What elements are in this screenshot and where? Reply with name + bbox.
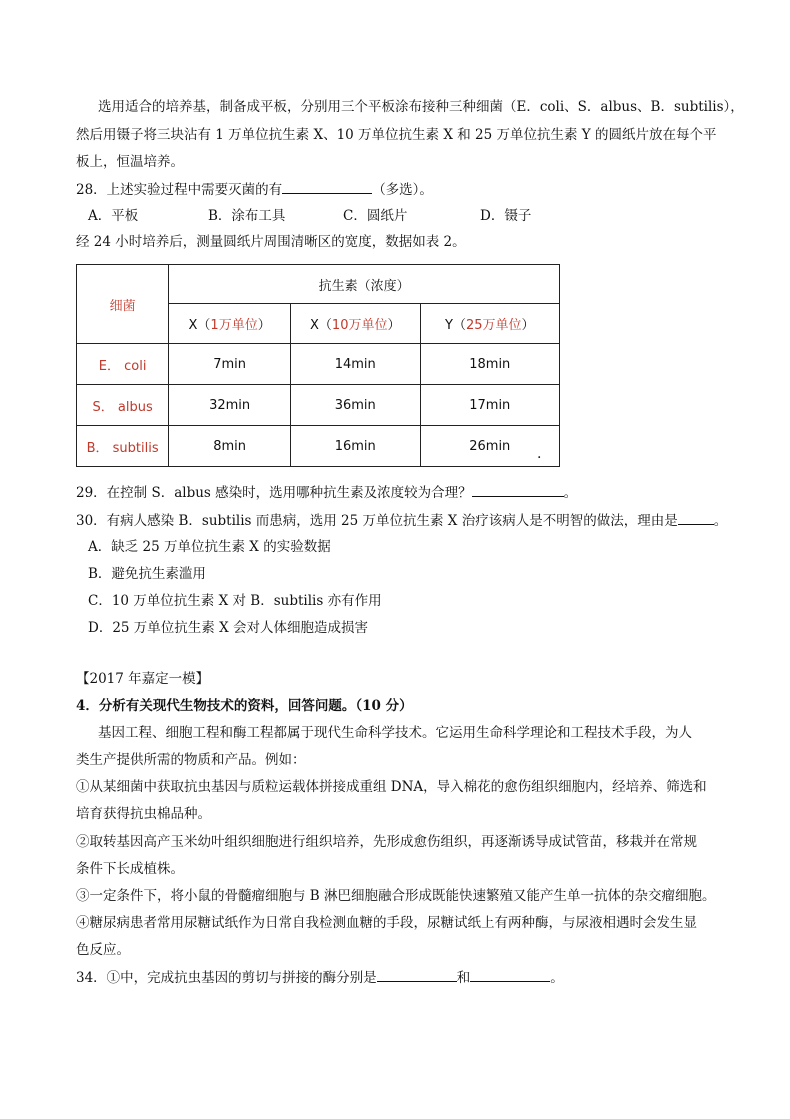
table-row: [77, 426, 560, 467]
question-28: [76, 178, 726, 201]
q30-stem: 30．有病人感染 B．subtilis 而患病，选用 25 万单位抗生素 X 治疗该病人是不明智的做法，理由是: [76, 513, 678, 529]
question-34: [76, 966, 726, 989]
row-label-bsubtilis: B． subtilis: [77, 426, 169, 467]
col-header-1: [169, 304, 291, 344]
col-header-2-prefix: X（: [310, 318, 332, 333]
section-item-2b: 条件下长成植株。: [76, 861, 184, 877]
q29-suffix: 。: [563, 485, 578, 501]
intro-line-3: 板上，恒温培养。: [76, 154, 184, 170]
q34-middle: 和: [456, 970, 471, 986]
q28-stem: 28．上述实验过程中需要灭菌的有: [76, 182, 283, 198]
q30-suffix: 。: [713, 513, 728, 529]
table-cell: 36min: [290, 385, 420, 426]
q34-answer-blank-1[interactable]: [377, 966, 457, 982]
q30-option-c: C．10 万单位抗生素 X 对 B．subtilis 亦有作用: [88, 593, 382, 609]
q28-option-a: A．平板: [88, 208, 139, 224]
section-item-2a: ②取转基因高产玉米幼叶组织细胞进行组织培养，先形成愈伤组织，再逐渐诱导成试管苗，移栽并在常规: [76, 834, 697, 850]
col-header-3-suffix: ）: [521, 318, 535, 333]
table-cell: 17min: [420, 385, 559, 426]
q29-stem: 29．在控制 S．albus 感染时，选用哪种抗生素及浓度较为合理？: [76, 485, 472, 501]
intro-line-2: 然后用镊子将三块沾有 1 万单位抗生素 X、10 万单位抗生素 X 和 25 万单位抗生素 Y 的圆纸片放在每个平: [76, 127, 717, 143]
col-header-2-suffix: ）: [387, 318, 401, 333]
section-source: 【2017 年嘉定一模】: [76, 671, 210, 687]
section-item-1b: 培育获得抗虫棉品种。: [76, 806, 211, 822]
col-header-3: [420, 304, 559, 344]
col-header-1-conc: 1万单位: [210, 318, 258, 333]
q28-options: [88, 205, 688, 227]
table-intro: 经 24 小时培养后，测量圆纸片周围清晰区的宽度，数据如表 2。: [76, 234, 466, 250]
col-header-1-suffix: ）: [257, 318, 271, 333]
q30-option-b: B．避免抗生素滥用: [88, 566, 206, 582]
table-row: [77, 344, 560, 385]
row-label-ecoli: E． coli: [77, 344, 169, 385]
data-table: [76, 264, 560, 467]
question-30: [76, 509, 726, 532]
q30-answer-blank[interactable]: [678, 509, 714, 525]
col-header-2-conc: 10万单位: [331, 318, 388, 333]
q30-option-a: A．缺乏 25 万单位抗生素 X 的实验数据: [88, 539, 331, 555]
section-title: 4．分析有关现代生物技术的资料，回答问题。（10 分）: [76, 698, 413, 714]
section-item-4a: ④糖尿病患者常用尿糖试纸作为日常自我检测血糖的手段，尿糖试纸上有两种酶，与尿液相遇时会发生显: [76, 915, 697, 931]
table-cell: 32min: [169, 385, 291, 426]
intro-line-1: 选用适合的培养基，制备成平板，分别用三个平板涂布接种三种细菌（E．coli、S．albus、B．subtilis），: [98, 99, 744, 115]
q28-suffix: （多选）。: [372, 182, 433, 198]
stray-dot-mark: .: [537, 446, 542, 462]
q28-answer-blank[interactable]: [282, 178, 372, 194]
q28-option-c: C．圆纸片: [343, 208, 408, 224]
table-cell: 26min: [420, 426, 559, 467]
q28-option-d: D．镊子: [480, 208, 532, 224]
table-cell: 16min: [290, 426, 420, 467]
col-header-3-conc: 25万单位: [465, 318, 522, 333]
q34-answer-blank-2[interactable]: [470, 966, 550, 982]
row-label-salbus: S． albus: [77, 385, 169, 426]
table-cell: 7min: [169, 344, 291, 385]
section-item-4b: 色反应。: [76, 942, 130, 958]
table-row: [77, 385, 560, 426]
table-cell: 14min: [290, 344, 420, 385]
table-group-header: 抗生素（浓度）: [169, 265, 560, 304]
section-item-1a: ①从某细菌中获取抗虫基因与质粒运载体拼接成重组 DNA，导入棉花的愈伤组织细胞内，经培养、筛选和: [76, 779, 707, 795]
col-header-1-prefix: X（: [188, 318, 211, 333]
question-29: [76, 481, 726, 504]
section-para-1a: 基因工程、细胞工程和酶工程都属于现代生命科学技术。它运用生命科学理论和工程技术手段，为人: [98, 725, 692, 741]
q34-stem: 34．①中，完成抗虫基因的剪切与拼接的酶分别是: [76, 970, 377, 986]
q29-answer-blank[interactable]: [472, 481, 564, 497]
q34-suffix: 。: [550, 970, 564, 986]
section-item-3: ③一定条件下，将小鼠的骨髓瘤细胞与 B 淋巴细胞融合形成既能快速繁殖又能产生单一抗体的杂交瘤细胞。: [76, 888, 716, 904]
col-header-2: [290, 304, 420, 344]
section-para-1b: 类生产提供所需的物质和产品。例如：: [76, 752, 306, 768]
col-header-3-prefix: Y（: [445, 318, 466, 333]
table-corner: 细菌: [77, 265, 169, 344]
q28-option-b: B．涂布工具: [208, 208, 286, 224]
table-cell: 18min: [420, 344, 559, 385]
table-cell: 8min: [169, 426, 291, 467]
q30-option-d: D．25 万单位抗生素 X 会对人体细胞造成损害: [88, 620, 368, 636]
